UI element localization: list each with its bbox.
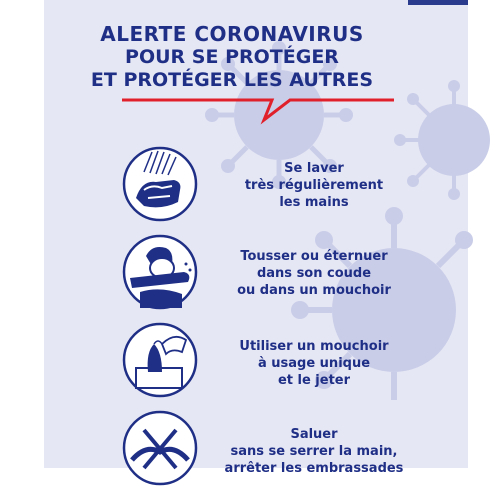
step-4-line-1: Saluer — [290, 427, 338, 442]
step-2-line-3: ou dans un mouchoir — [237, 283, 391, 298]
title-line-1: ALERTE CORONAVIRUS — [100, 22, 364, 46]
step-3-line-3: et le jeter — [277, 373, 351, 388]
poster — [44, 0, 468, 476]
speech-bubble-line — [122, 94, 402, 124]
step-3-line-2: à usage unique — [257, 356, 371, 371]
top-tab — [408, 0, 468, 5]
tissue-icon — [122, 322, 198, 398]
title-line-3: ET PROTÉGER LES AUTRES — [90, 69, 374, 91]
step-3-line-1: Utiliser un mouchoir — [239, 339, 389, 354]
step-2-line-1: Tousser ou éternuer — [240, 249, 388, 264]
step-3-text — [214, 338, 414, 389]
step-2-text — [214, 248, 414, 299]
title-line-2: POUR SE PROTÉGER — [125, 46, 339, 68]
step-1-line-3: les mains — [279, 195, 349, 210]
step-1-line-1: Se laver — [284, 161, 344, 176]
step-2-line-2: dans son coude — [256, 266, 372, 281]
step-1-text — [214, 160, 414, 211]
hand-washing-icon — [122, 146, 198, 222]
cough-elbow-icon — [122, 234, 198, 310]
step-4-line-2: sans se serrer la main, — [230, 444, 398, 459]
no-handshake-icon — [122, 410, 198, 486]
step-1-line-2: très régulièrement — [244, 178, 384, 193]
page-title — [44, 22, 420, 92]
step-4-line-3: arrêter les embrassades — [224, 461, 404, 476]
step-4-text — [214, 426, 414, 477]
